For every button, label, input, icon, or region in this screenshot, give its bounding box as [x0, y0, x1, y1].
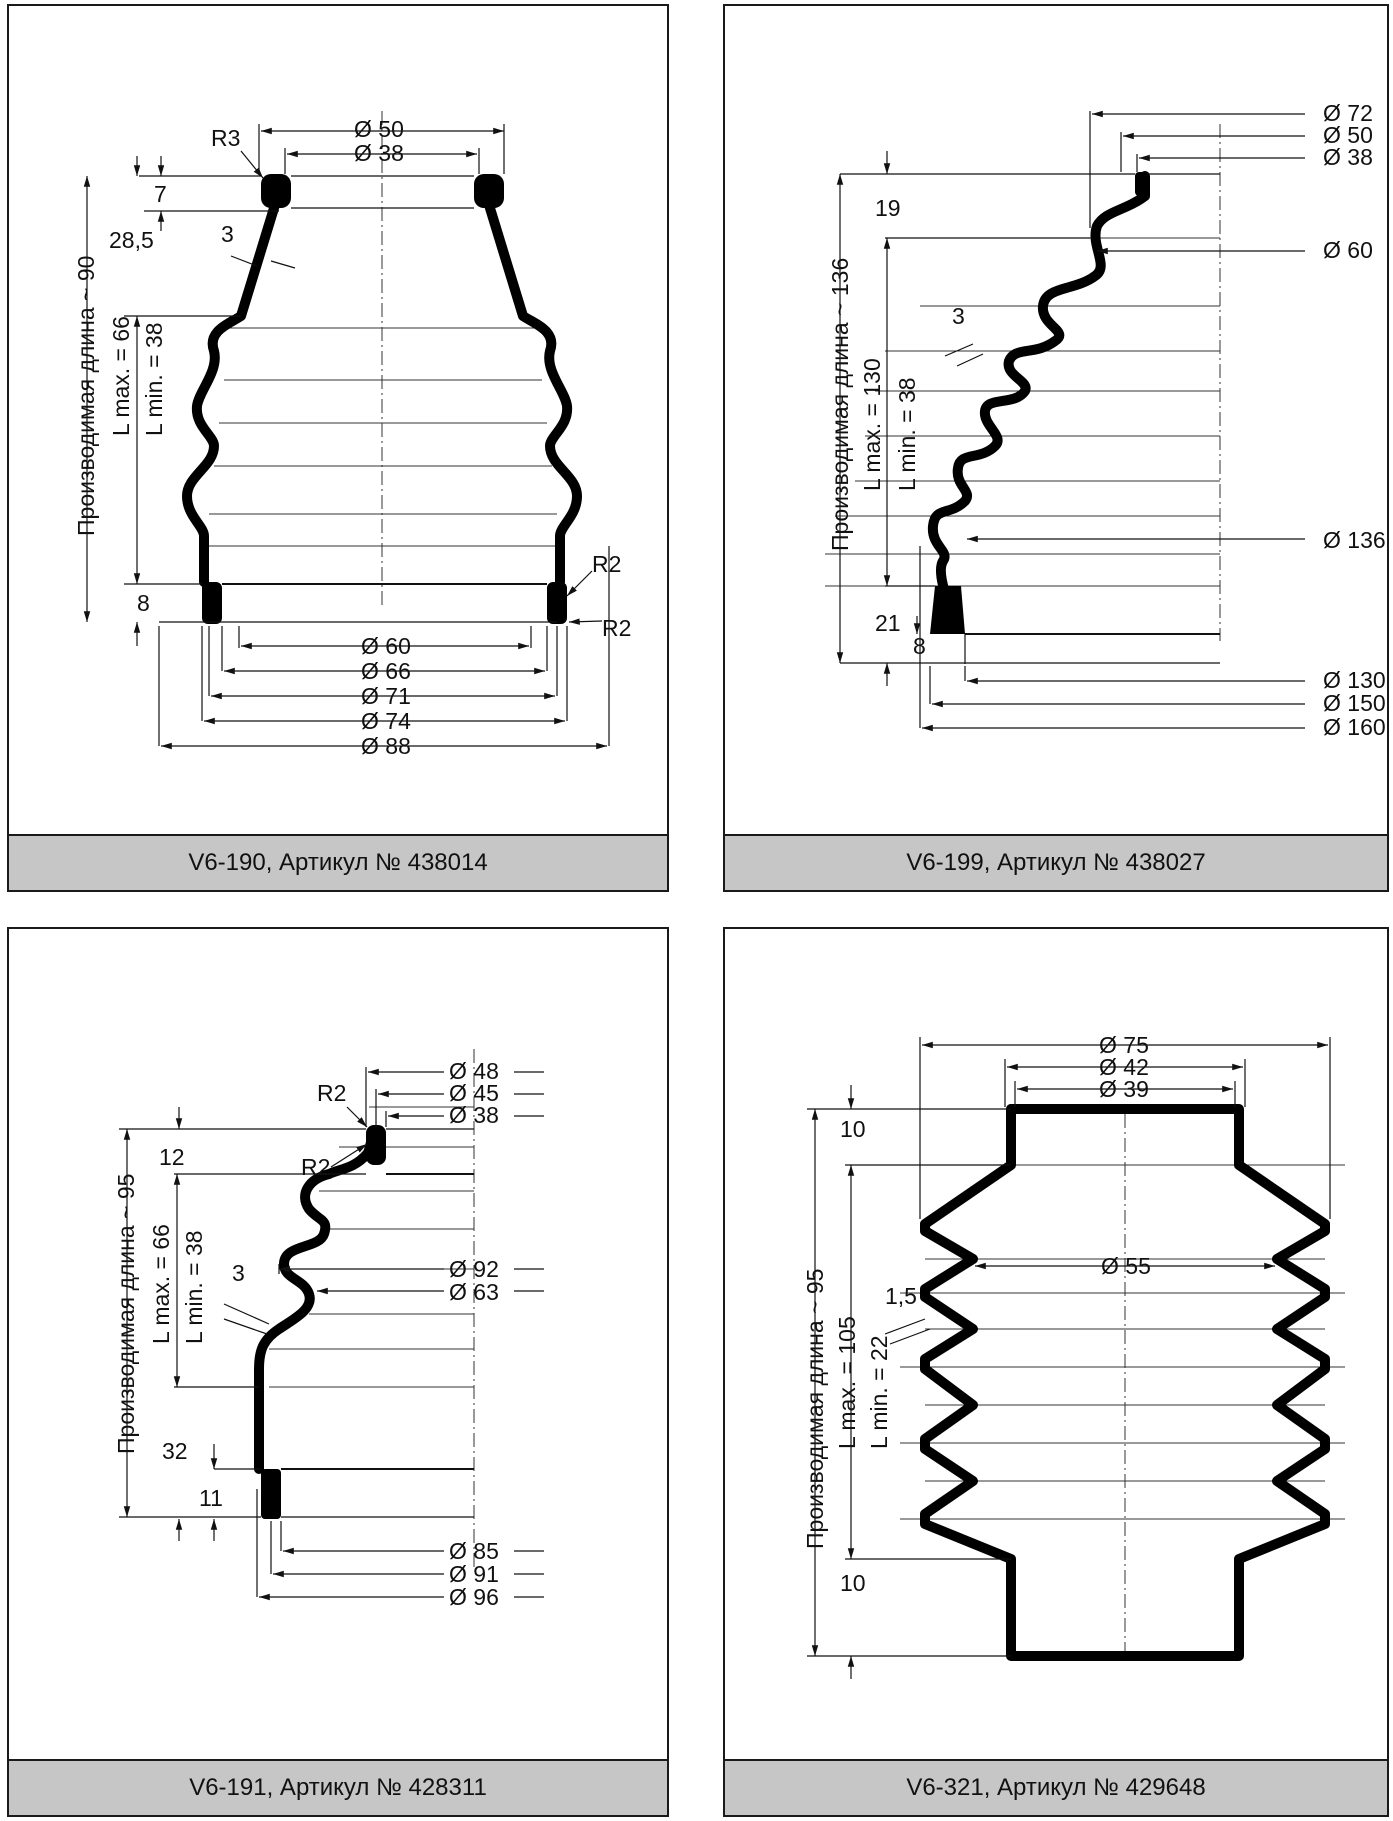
- label-d50: Ø 50: [354, 116, 404, 142]
- label-w3: 3: [952, 303, 965, 329]
- label-h10b: 10: [840, 1570, 866, 1596]
- label-d92: Ø 92: [449, 1256, 499, 1282]
- label-d91: Ø 91: [449, 1561, 499, 1587]
- label-lmax: L max. = 66: [108, 316, 134, 436]
- bottom-bead-left: [202, 582, 222, 624]
- label-d38: Ø 38: [449, 1102, 499, 1128]
- boot-profile-left: [925, 1109, 1202, 1656]
- label-d60: Ø 60: [361, 633, 411, 659]
- drawing-panel-v6-190: [7, 4, 669, 892]
- label-h8: 8: [913, 633, 926, 659]
- top-bead: [1135, 172, 1147, 196]
- label-d74: Ø 74: [361, 708, 411, 734]
- label-lmax: L max. = 105: [834, 1316, 860, 1449]
- label-d60: Ø 60: [1323, 237, 1373, 263]
- label-lmax: L max. = 130: [859, 358, 885, 491]
- label-d38: Ø 38: [354, 140, 404, 166]
- label-d130: Ø 130: [1323, 667, 1386, 693]
- label-d42: Ø 42: [1099, 1054, 1149, 1080]
- top-bead: [366, 1125, 386, 1165]
- label-lmax: L max. = 66: [148, 1224, 174, 1344]
- label-d55: Ø 55: [1101, 1253, 1151, 1279]
- section-lines: [209, 328, 557, 546]
- drawing-panel-v6-191: [7, 927, 669, 1817]
- label-d96: Ø 96: [449, 1584, 499, 1610]
- label-w3: 3: [221, 221, 234, 247]
- label-lmin: L min. = 22: [866, 1335, 892, 1449]
- label-d160: Ø 160: [1323, 714, 1386, 740]
- label-h7: 7: [154, 181, 167, 207]
- label-h28: 28,5: [109, 227, 154, 253]
- label-h10a: 10: [840, 1116, 866, 1142]
- label-d50: Ø 50: [1323, 122, 1373, 148]
- label-d150: Ø 150: [1323, 690, 1386, 716]
- label-r2b: R2: [602, 615, 632, 641]
- label-d63: Ø 63: [449, 1279, 499, 1305]
- label-d85: Ø 85: [449, 1538, 499, 1564]
- label-h8: 8: [137, 590, 150, 616]
- boot-profile-right: [482, 182, 577, 582]
- boot-profile-right: [1011, 1109, 1325, 1656]
- label-h11: 11: [199, 1485, 223, 1511]
- bottom-bead-right: [547, 582, 567, 624]
- label-d38: Ø 38: [1323, 144, 1373, 170]
- label-d88: Ø 88: [361, 733, 411, 759]
- boot-drawing-v6-191: [9, 929, 671, 1765]
- panel-caption: V6-191, Артикул № 428311: [9, 1759, 667, 1815]
- label-lmin: L min. = 38: [181, 1230, 207, 1344]
- label-h32: 32: [162, 1438, 188, 1464]
- base-flange: [930, 586, 965, 634]
- label-r2a: R2: [317, 1080, 347, 1106]
- label-r2a: R2: [592, 551, 622, 577]
- label-d136: Ø 136: [1323, 527, 1386, 553]
- label-d71: Ø 71: [361, 683, 411, 709]
- top-bead-left: [261, 174, 291, 208]
- label-length: Производимая длина ~ 95: [113, 1173, 139, 1454]
- label-r2b: R2: [301, 1154, 331, 1180]
- label-h12: 12: [159, 1144, 185, 1170]
- drawing-panel-v6-321: [723, 927, 1389, 1817]
- label-d48: Ø 48: [449, 1058, 499, 1084]
- label-d72: Ø 72: [1323, 100, 1373, 126]
- label-h21: 21: [875, 610, 901, 636]
- drawing-panel-v6-199: [723, 4, 1389, 892]
- top-bead-right: [474, 174, 504, 208]
- boot-drawing-v6-190: [9, 6, 671, 840]
- panel-caption: V6-321, Артикул № 429648: [725, 1759, 1387, 1815]
- label-length: Производимая длина ~ 95: [802, 1268, 828, 1549]
- panel-caption: V6-190, Артикул № 438014: [9, 834, 667, 890]
- bottom-flange: [261, 1469, 281, 1519]
- label-d39: Ø 39: [1099, 1076, 1149, 1102]
- boot-drawing-v6-321: [725, 929, 1391, 1765]
- label-lmin: L min. = 38: [141, 322, 167, 436]
- label-w3: 3: [232, 1260, 245, 1286]
- label-d45: Ø 45: [449, 1080, 499, 1106]
- label-d66: Ø 66: [361, 658, 411, 684]
- label-length: Производимая длина ~ 90: [73, 255, 99, 536]
- boot-profile-left: [187, 182, 282, 582]
- boot-drawing-v6-199: [725, 6, 1391, 840]
- label-lmin: L min. = 38: [894, 377, 920, 491]
- label-d75: Ø 75: [1099, 1032, 1149, 1058]
- section-lines: [900, 1165, 1345, 1519]
- label-w15: 1,5: [885, 1283, 917, 1309]
- label-h19: 19: [875, 195, 901, 221]
- label-r3: R3: [211, 125, 241, 151]
- label-length: Производимая длина ~ 136: [827, 257, 853, 551]
- panel-caption: V6-199, Артикул № 438027: [725, 834, 1387, 890]
- boot-profile: [259, 1134, 374, 1469]
